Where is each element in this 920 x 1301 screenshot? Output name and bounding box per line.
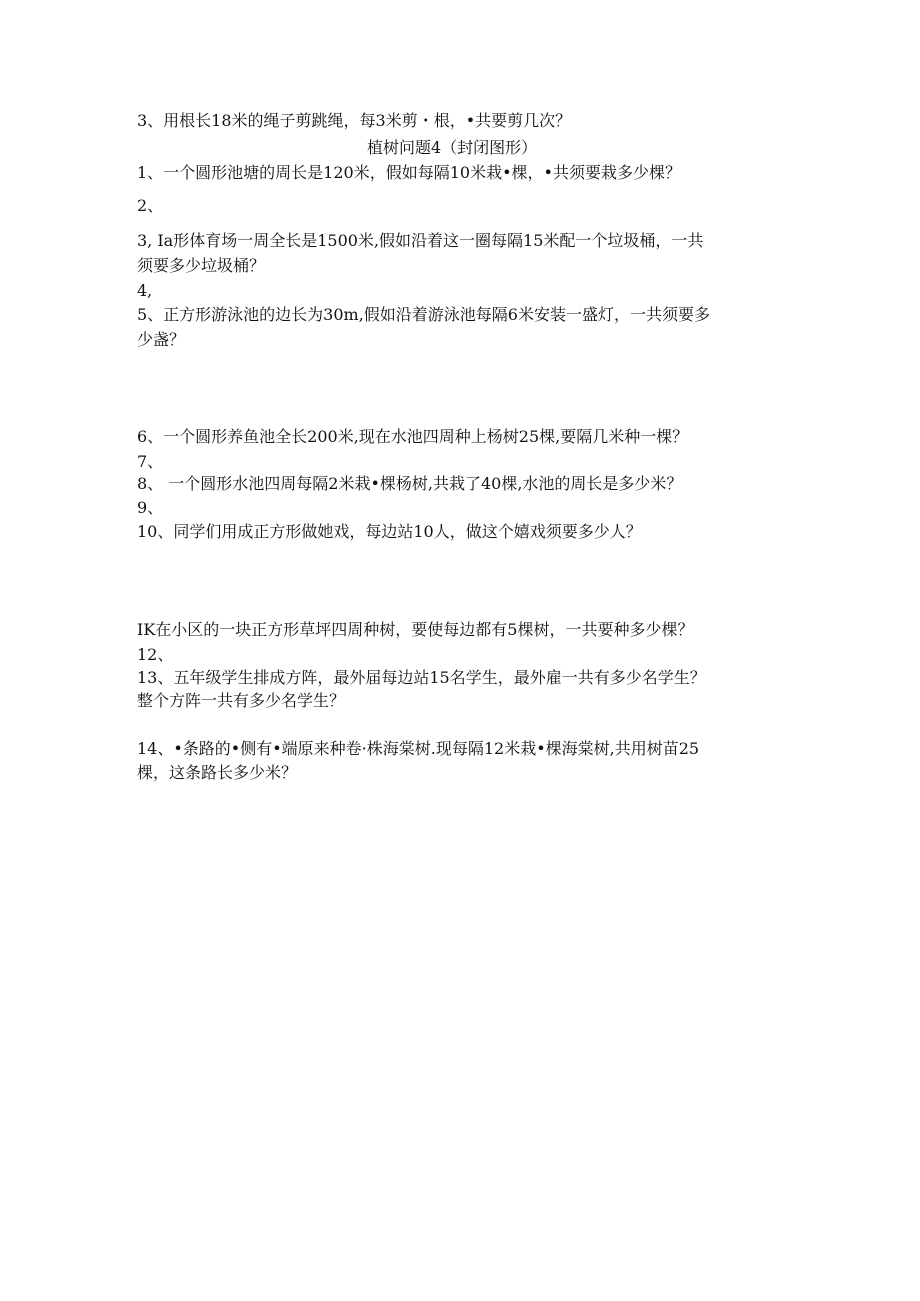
problem-14-road-line-1: 14、•条路的•侧有•端原来种卷·株海棠树.现每隔12米栽•棵海棠树,共用树苗25 xyxy=(137,739,700,758)
problem-5-pool-line-2: 少盏？ xyxy=(137,330,186,349)
problem-8-water-pool: 8、 一个圆形水池四周每隔2米栽•棵杨树,共栽了40棵,水池的周长是多少米？ xyxy=(137,474,683,493)
problem-4-number: 4, xyxy=(137,281,153,300)
problem-3-stadium-line-1: 3, Ia形体育场一周全长是1500米,假如沿着这一圈每隔15米配一个垃圾桶，一共 xyxy=(137,231,704,250)
problem-6-fish-pond: 6、一个圆形养鱼池全长200米,现在水池四周种上杨树25棵,要隔几米种一棵？ xyxy=(137,427,689,446)
problem-14-road-line-2: 棵，这条路长多少米？ xyxy=(137,763,298,782)
problem-10-square-game: 10、同学们用成正方形做她戏，每边站10人，做这个嬉戏须要多少人？ xyxy=(137,522,642,541)
problem-1-pond: 1、一个圆形池塘的周长是120米，假如每隔10米栽•棵，•共须要栽多少棵？ xyxy=(137,163,681,182)
section-title: 植树问题4（封闭图形） xyxy=(367,138,538,157)
problem-11-lawn: IK在小区的一块正方形草坪四周种树，要使每边都有5棵树，一共要种多少棵？ xyxy=(137,620,694,639)
problem-3-stadium-line-2: 须要多少垃圾桶？ xyxy=(137,256,266,275)
problem-12-number: 12、 xyxy=(137,645,174,664)
problem-7-number: 7、 xyxy=(137,452,164,471)
problem-9-number: 9、 xyxy=(137,498,164,517)
problem-13-phalanx-line-2: 整个方阵一共有多少名学生？ xyxy=(137,691,346,710)
problem-5-pool-line-1: 5、正方形游泳池的边长为30m,假如沿着游泳池每隔6米安装一盛灯，一共须要多 xyxy=(137,305,710,324)
problem-2-number: 2、 xyxy=(137,196,164,215)
problem-13-phalanx-line-1: 13、五年级学生排成方阵，最外届每边站15名学生，最外雇一共有多少名学生？ xyxy=(137,668,706,687)
problem-3-rope: 3、用根长18米的绳子剪跳绳，每3米剪・根，•共要剪几次？ xyxy=(137,111,572,130)
